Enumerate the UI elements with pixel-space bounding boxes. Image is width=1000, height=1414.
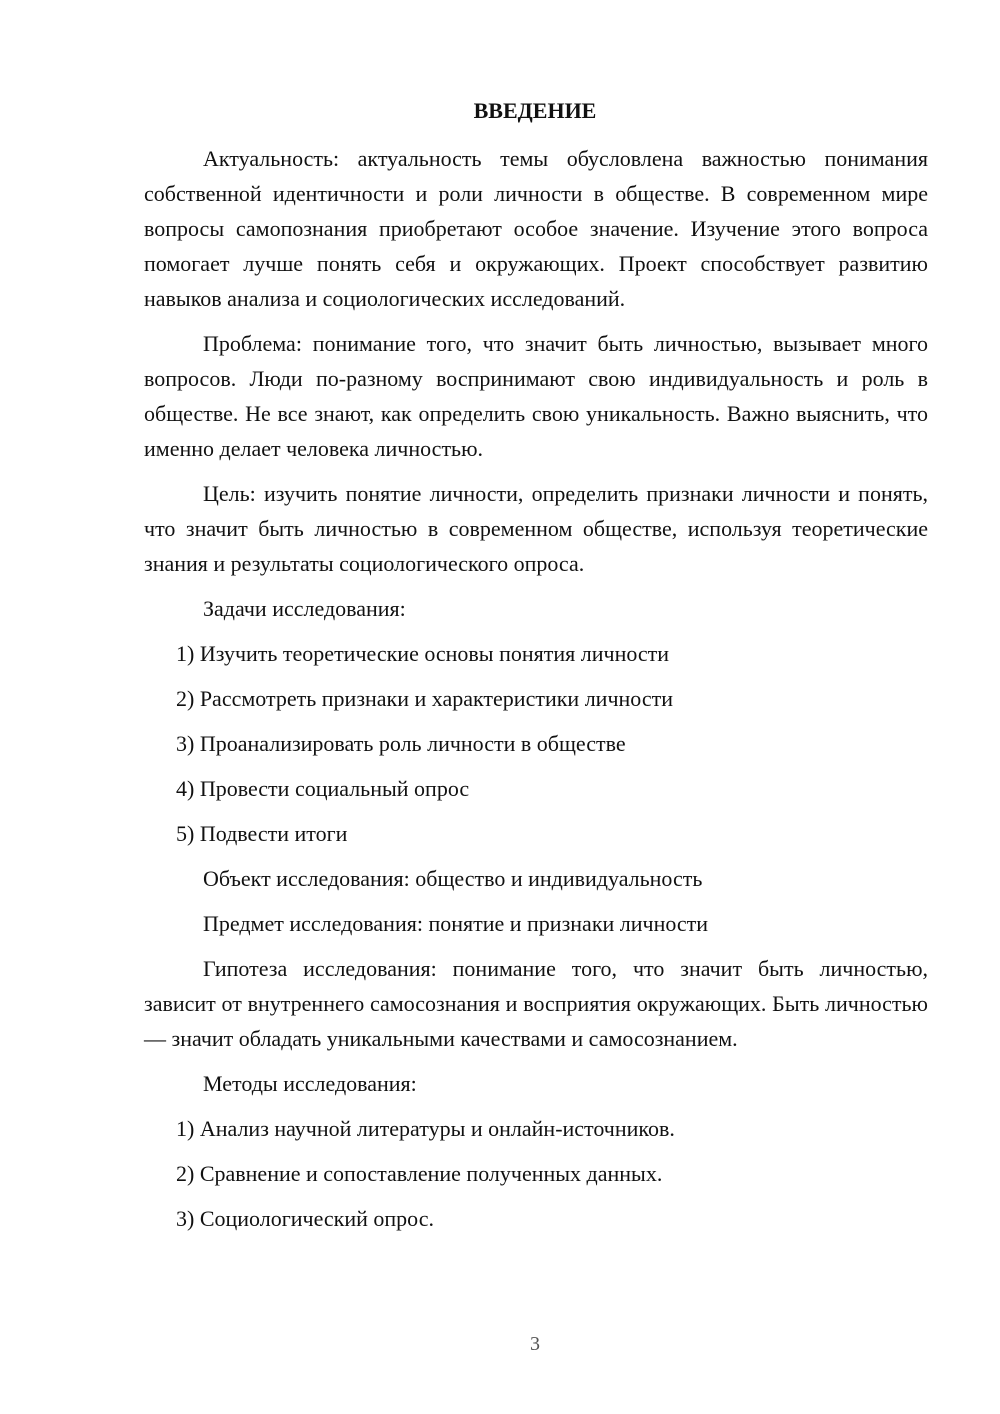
- list-item: 2) Сравнение и сопоставление полученных данных.: [176, 1161, 663, 1186]
- object-paragraph: Объект исследования: общество и индивидуальность: [203, 866, 703, 891]
- problem-paragraph: Проблема: понимание того, что значит быть личностью, вызывает много вопросов. Люди по-разному воспринимают свою индивидуальность и роль в обществе. Не все знают, как определить свою уникальность. Важно выяснить, что именно делает человека личностью.: [144, 331, 928, 461]
- document-body: [144, 141, 928, 1246]
- list-item: 1) Изучить теоретические основы понятия личности: [176, 641, 670, 666]
- list-item: 4) Провести социальный опрос: [176, 776, 470, 801]
- list-item: 1) Анализ научной литературы и онлайн-источников.: [176, 1116, 675, 1141]
- goal-paragraph: Цель: изучить понятие личности, определить признаки личности и понять, что значит быть личностью в современном обществе, используя теоретические знания и результаты социологического опроса.: [144, 481, 928, 576]
- hypothesis-paragraph: Гипотеза исследования: понимание того, что значит быть личностью, зависит от внутреннего самосознания и восприятия окружающих. Быть личностью — значит обладать уникальными качествами и самосознанием.: [144, 956, 928, 1051]
- relevance-paragraph: Актуальность: актуальность темы обусловлена важностью понимания собственной идентичности и роли личности в обществе. В современном мире вопросы самопознания приобретают особое значение. Изучение этого вопроса помогает лучше понять себя и окружающих. Проект способствует развитию навыков анализа и социологических исследований.: [144, 146, 928, 311]
- list-item: 3) Социологический опрос.: [176, 1206, 434, 1231]
- list-item: 5) Подвести итоги: [176, 821, 348, 846]
- page-number: 3: [530, 1333, 540, 1355]
- page-title: ВВЕДЕНИЕ: [473, 98, 597, 123]
- tasks-heading: Задачи исследования:: [203, 596, 406, 621]
- tasks-list: [144, 636, 928, 851]
- methods-list: [144, 1111, 928, 1236]
- list-item: 3) Проанализировать роль личности в обществе: [176, 731, 626, 756]
- subject-paragraph: Предмет исследования: понятие и признаки личности: [203, 911, 709, 936]
- list-item: 2) Рассмотреть признаки и характеристики личности: [176, 686, 673, 711]
- methods-heading: Методы исследования:: [203, 1071, 417, 1096]
